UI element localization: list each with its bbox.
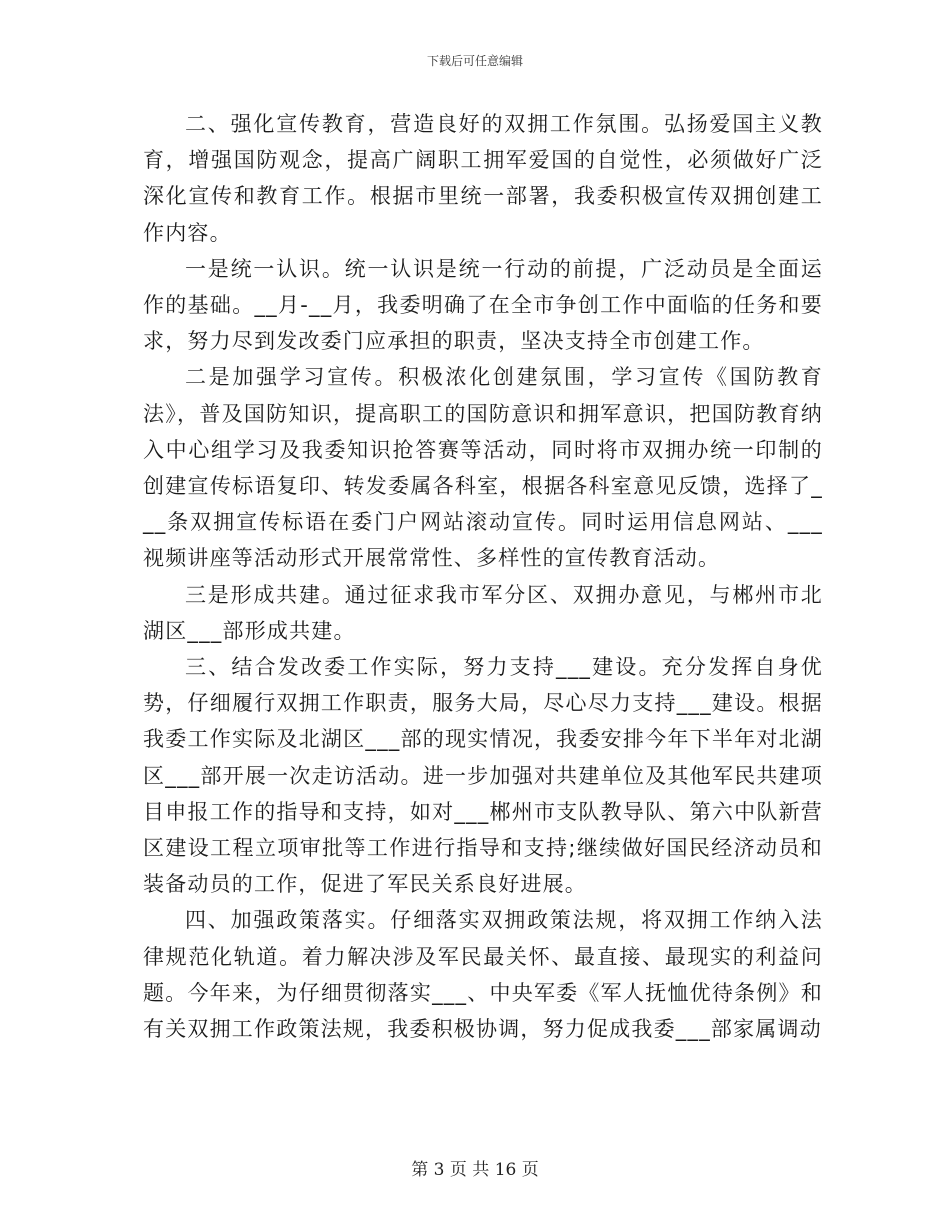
document-body — [143, 106, 823, 1047]
paragraph-support-construction: 三、结合发改委工作实际，努力支持___建设。充分发挥自身优势，仔细履行双拥工作职责，服务大局，尽心尽力支持___建设。根据我委工作实际及北湖区___部的现实情况，我委安排今年下半年对北湖区___部开展一次走访活动。进一步加强对共建单位及其他军民共建项目申报工作的指导和支持，如对___郴州市支队教导队、第六中队新营区建设工程立项审批等工作进行指导和支持;继续做好国民经济动员和装备动员的工作，促进了军民关系良好进展。 — [143, 655, 823, 897]
paragraph-joint-construction: 三是形成共建。通过征求我市军分区、双拥办意见，与郴州市北湖区___部形成共建。 — [143, 582, 823, 643]
paragraph-policy-implementation: 四、加强政策落实。仔细落实双拥政策法规，将双拥工作纳入法律规范化轨道。着力解决涉及军民最关怀、最直接、最现实的利益问题。今年来，为仔细贯彻落实___、中央军委《军人抚恤优待条例》和有关双拥工作政策法规，我委积极协调，努力促成我委___部家属调动 — [143, 908, 823, 1042]
page-number-footer: 第 3 页 共 16 页 — [411, 1160, 539, 1180]
paragraph-publicity-education: 二、强化宣传教育，营造良好的双拥工作氛围。弘扬爱国主义教育，增强国防观念，提高广阔职工拥军爱国的自觉性，必须做好广泛深化宣传和教育工作。根据市里统一部署，我委积极宣传双拥创建工作内容。 — [143, 112, 823, 245]
paragraph-study-publicity: 二是加强学习宣传。积极浓化创建氛围，学习宣传《国防教育法》，普及国防知识，提高职工的国防意识和拥军意识，把国防教育纳入中心组学习及我委知识抢答赛等活动，同时将市双拥办统一印制的创建宣传标语复印、转发委属各科室，根据各科室意见反馈，选择了___条双拥宣传标语在委门户网站滚动宣传。同时运用信息网站、___视频讲座等活动形式开展常常性、多样性的宣传教育活动。 — [143, 365, 823, 571]
paragraph-unified-understanding: 一是统一认识。统一认识是统一行动的前提，广泛动员是全面运作的基础。__月-__月，我委明确了在全市争创工作中面临的任务和要求，努力尽到发改委门应承担的职责，坚决支持全市创建工作。 — [143, 256, 823, 354]
page-header: 下载后可任意编辑 — [426, 54, 523, 68]
